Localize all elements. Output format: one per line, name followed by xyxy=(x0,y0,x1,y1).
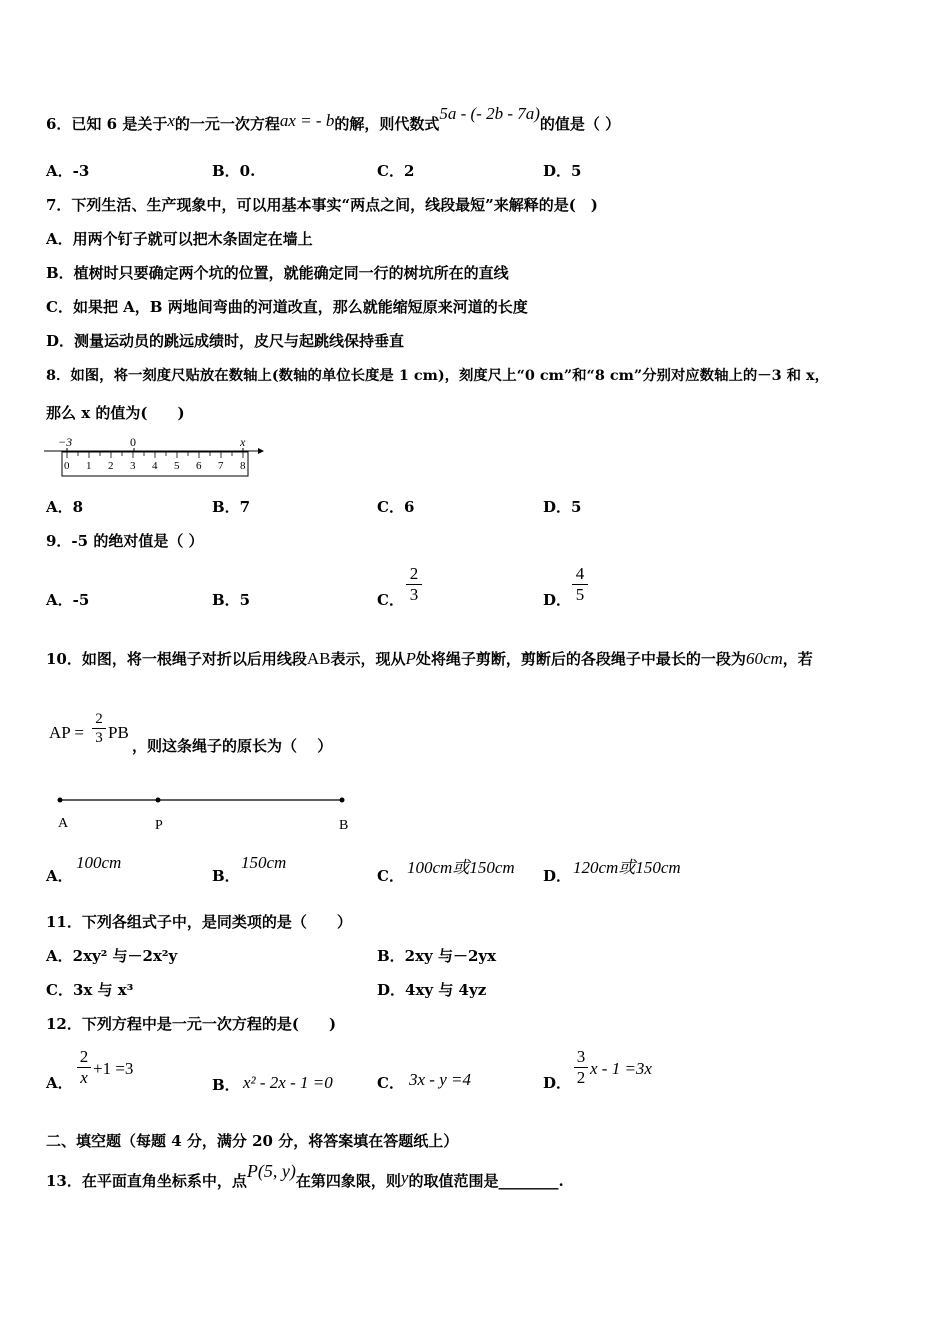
q10-option-d-label: D． xyxy=(543,867,572,885)
q10-eq-right: PB xyxy=(108,723,129,742)
q6-option-a: A．-3 xyxy=(46,162,90,180)
q7-option-c: C．如果把 A，B 两地间弯曲的河道改直，那么就能缩短原来河道的长度 xyxy=(46,298,528,316)
point-a-dot xyxy=(58,798,63,803)
q8-option-c: C．6 xyxy=(377,498,415,516)
q7-option-d: D．测量运动员的跳远成绩时，皮尺与起跳线保持垂直 xyxy=(46,332,405,350)
q10-eq-left: AP = xyxy=(49,723,84,742)
q9-option-d: D． xyxy=(543,591,572,609)
q9-stem: 9．-5 的绝对值是（ ） xyxy=(46,532,204,550)
q10-option-c-value: 100cm或150cm xyxy=(407,858,515,877)
q12-a-numerator: 2 xyxy=(79,1047,89,1066)
q10-segment-ab: AB xyxy=(306,649,331,668)
q9-option-c: C． xyxy=(377,591,404,609)
q8-option-a: A．8 xyxy=(46,498,84,516)
q10-option-b-value: 150cm xyxy=(241,853,287,872)
q7-option-b: B．植树时只要确定两个坑的位置，就能确定同一行的树坑所在的直线 xyxy=(46,264,509,282)
q10-eq-numerator: 2 xyxy=(95,711,103,727)
q10-stem-b: 表示，现从 xyxy=(330,650,406,668)
q10-segment-figure xyxy=(50,790,360,835)
q10-length: 60cm xyxy=(745,649,783,668)
q6-stem-c: 的解，则代数式 xyxy=(334,115,440,133)
q9-d-numerator: 4 xyxy=(575,564,585,583)
q7-option-a: A．用两个钉子就可以把木条固定在墙上 xyxy=(46,230,313,248)
ruler-number-label: 7 xyxy=(218,460,224,472)
ruler-number-label: 5 xyxy=(174,460,180,472)
q9-d-denominator: 5 xyxy=(575,585,585,604)
q12-a-rest: +1 =3 xyxy=(93,1059,134,1078)
q13-stem-c: 的取值范围是________. xyxy=(408,1172,564,1190)
q9-fraction-d xyxy=(572,565,588,604)
q12-option-b-label: B． xyxy=(212,1076,240,1094)
q10-option-b-label: B． xyxy=(212,867,240,885)
q11-option-b: B．2xy 与－2yx xyxy=(377,947,497,965)
q10-eq-fraction xyxy=(92,711,106,746)
number-axis-arrow xyxy=(258,448,264,454)
q11-stem: 11．下列各组式子中，是同类项的是（ ） xyxy=(46,913,352,931)
q12-d-fraction xyxy=(574,1048,588,1087)
q10-point-p: P xyxy=(405,649,416,668)
ruler-number-label: 4 xyxy=(152,460,158,472)
q10-stem-d: ，若 xyxy=(782,650,813,668)
q10-option-a-label: A． xyxy=(46,867,73,885)
ruler-ticks xyxy=(64,452,246,472)
point-b-label: B xyxy=(339,818,349,833)
axis-label-zero: 0 xyxy=(130,435,136,449)
q12-d-numerator: 3 xyxy=(576,1047,586,1066)
ruler-number-label: 3 xyxy=(130,460,136,472)
q8-stem-line2: 那么 x 的值为( ) xyxy=(46,404,185,422)
q10-option-a-value: 100cm xyxy=(76,853,122,872)
q12-stem: 12．下列方程中是一元一次方程的是( ) xyxy=(46,1015,337,1033)
q6-expression: 5a - (- 2b - 7a) xyxy=(439,104,540,123)
q6-var-x: x xyxy=(167,111,175,130)
q6-equation: ax = - b xyxy=(279,111,335,130)
q12-a-denominator: x xyxy=(80,1068,88,1087)
q10-stem-line2: ，则这条绳子的原长为（ ） xyxy=(132,737,333,755)
q6-option-b: B．0. xyxy=(212,162,256,180)
q7-stem: 7．下列生活、生产现象中，可以用基本事实“两点之间，线段最短”来解释的是( ) xyxy=(46,196,598,214)
q10-stem-line1 xyxy=(46,649,813,669)
ruler-number-label: 1 xyxy=(86,460,92,472)
q13-point: P(5, y) xyxy=(246,1161,296,1181)
ruler-number-label: 2 xyxy=(108,460,114,472)
point-b-dot xyxy=(340,798,345,803)
q6-stem xyxy=(46,104,621,134)
q13-var-y: y xyxy=(400,1168,409,1187)
q8-option-b: B．7 xyxy=(212,498,251,516)
q12-a-fraction xyxy=(77,1048,91,1087)
ruler-number-label: 0 xyxy=(64,460,70,472)
q10-option-c-label: C． xyxy=(377,867,404,885)
q13-stem-a: 13．在平面直角坐标系中，点 xyxy=(46,1172,247,1190)
q9-c-denominator: 3 xyxy=(409,585,419,604)
q10-stem-a: 10．如图，将一根绳子对折以后用线段 xyxy=(46,650,307,668)
q10-stem-c: 处将绳子剪断，剪断后的各段绳子中最长的一段为 xyxy=(415,650,746,668)
q11-option-c: C．3x 与 x³ xyxy=(46,981,134,999)
q6-option-c: C．2 xyxy=(377,162,415,180)
ruler-number-label: 6 xyxy=(196,460,202,472)
q6-stem-a: 6．已知 6 是关于 xyxy=(46,115,168,133)
q11-option-a: A．2xy² 与－2x²y xyxy=(46,947,178,965)
q8-option-d: D．5 xyxy=(543,498,582,516)
q12-d-denominator: 2 xyxy=(576,1068,586,1087)
point-p-label: P xyxy=(155,818,163,833)
point-a-label: A xyxy=(58,816,69,831)
q6-stem-b: 的一元一次方程 xyxy=(174,115,280,133)
q10-eq-denominator: 3 xyxy=(95,730,103,746)
q12-option-c-label: C． xyxy=(377,1074,404,1092)
q13-stem-b: 在第四象限，则 xyxy=(295,1172,401,1190)
q6-stem-d: 的值是（ ） xyxy=(539,115,621,133)
axis-label-minus3: −3 xyxy=(58,435,73,449)
q9-c-numerator: 2 xyxy=(409,564,419,583)
q8-stem-line1: 8．如图，将一刻度尺贴放在数轴上(数轴的单位长度是 1 cm)，刻度尺上“0 cm”和“8 cm”分别对应数轴上的－3 和 x， xyxy=(46,367,830,384)
section-2-heading: 二、填空题（每题 4 分，满分 20 分，将答案填在答题纸上） xyxy=(46,1132,459,1150)
q10-option-d-value: 120cm或150cm xyxy=(573,858,681,877)
ruler-number-label: 8 xyxy=(240,460,246,472)
q12-b-equation: x² - 2x - 1 =0 xyxy=(243,1073,333,1092)
point-p-dot xyxy=(156,798,161,803)
q12-c-equation: 3x - y =4 xyxy=(409,1070,471,1089)
q6-option-d: D．5 xyxy=(543,162,582,180)
q12-option-a-label: A． xyxy=(46,1074,73,1092)
q9-option-b: B．5 xyxy=(212,591,251,609)
q11-option-d: D．4xy 与 4yz xyxy=(377,981,487,999)
axis-label-x: x xyxy=(240,435,246,449)
q8-ruler-figure xyxy=(40,432,270,482)
q12-d-rest: x - 1 =3x xyxy=(590,1059,652,1078)
q12-option-d-label: D． xyxy=(543,1074,572,1092)
q9-option-a: A．-5 xyxy=(46,591,90,609)
q9-fraction-c xyxy=(406,565,422,604)
q13-stem xyxy=(46,1161,564,1191)
